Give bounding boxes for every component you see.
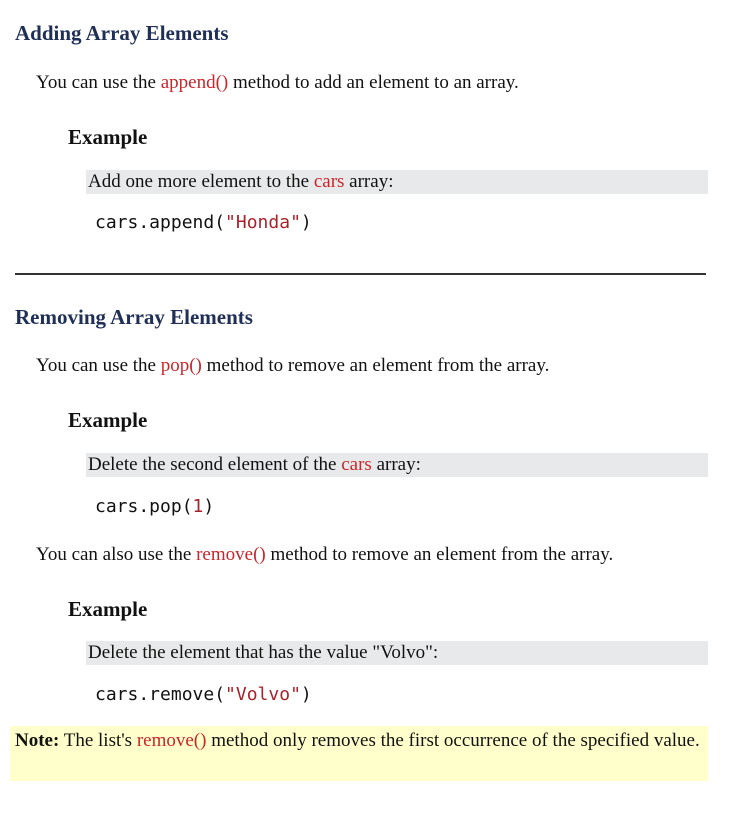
text: method to remove an element from the array.	[265, 544, 614, 565]
section-heading-adding: Adding Array Elements	[15, 21, 229, 45]
text: method only removes the first occurrence of the specified value.	[206, 730, 700, 751]
code-string: "Volvo"	[225, 684, 301, 705]
code-text: cars.append(	[95, 212, 226, 233]
inline-code-pop: pop()	[160, 355, 202, 376]
inline-code-cars: cars	[313, 171, 345, 192]
text: You can use the	[36, 355, 161, 376]
code-text: )	[300, 684, 312, 705]
example-description	[86, 170, 708, 194]
code-example-append	[95, 212, 312, 233]
text: array:	[344, 171, 394, 192]
inline-code-append: append()	[160, 72, 229, 93]
divider	[15, 273, 706, 275]
removing-paragraph-pop	[36, 355, 549, 377]
text: method to remove an element from the array.	[201, 355, 550, 376]
text: The list's	[59, 730, 137, 751]
code-example-remove	[95, 684, 312, 705]
code-number: 1	[192, 496, 204, 517]
example-description	[86, 453, 708, 477]
note-box	[10, 726, 708, 781]
example-description: Delete the element that has the value "Volvo":	[86, 641, 708, 665]
note-label: Note:	[15, 730, 60, 751]
code-text: cars.pop(	[95, 496, 193, 517]
example-title: Example	[68, 125, 148, 149]
text: You can use the	[36, 72, 161, 93]
inline-code-remove: remove()	[136, 730, 207, 751]
example-title: Example	[68, 597, 148, 621]
code-text: )	[203, 496, 215, 517]
example-title: Example	[68, 408, 148, 432]
text: Add one more element to the	[88, 171, 314, 192]
code-string: "Honda"	[225, 212, 301, 233]
text: method to add an element to an array.	[228, 72, 519, 93]
adding-paragraph	[36, 72, 519, 94]
code-text: )	[300, 212, 312, 233]
inline-code-cars: cars	[341, 454, 372, 475]
code-text: cars.remove(	[95, 684, 226, 705]
section-heading-removing: Removing Array Elements	[15, 305, 253, 329]
removing-paragraph-remove	[36, 544, 613, 566]
code-example-pop	[95, 496, 214, 517]
text: You can also use the	[36, 544, 197, 565]
text: array:	[371, 454, 421, 475]
inline-code-remove: remove()	[196, 544, 266, 565]
text: Delete the second element of the	[88, 454, 342, 475]
